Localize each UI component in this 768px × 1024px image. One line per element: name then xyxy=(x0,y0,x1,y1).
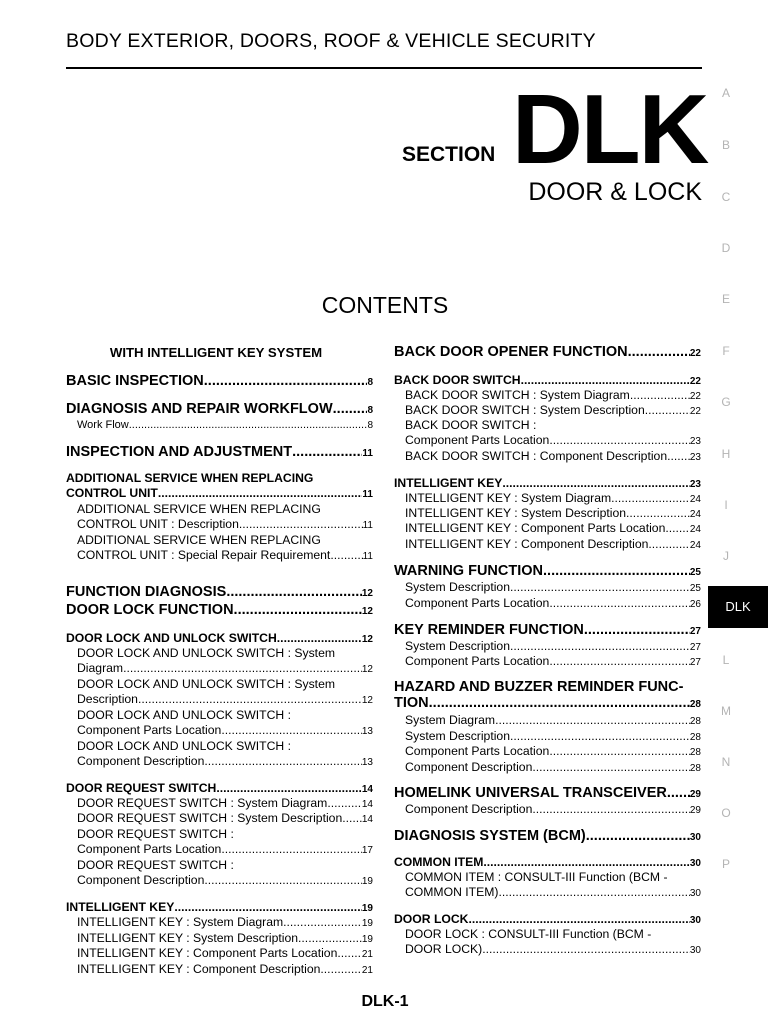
toc-page-number: 24 xyxy=(689,540,701,551)
toc-entry-label: INTELLIGENT KEY : System Description xyxy=(77,931,299,945)
section-tab: O xyxy=(721,806,731,820)
toc-page-number: 24 xyxy=(689,509,701,520)
section-tab: D xyxy=(721,241,731,255)
toc-page-number: 26 xyxy=(689,599,701,610)
section-tab: G xyxy=(721,395,731,409)
toc-page-number: 28 xyxy=(689,763,701,774)
toc-leader-dots xyxy=(532,760,690,775)
toc-entry-label: HAZARD AND BUZZER REMINDER FUNC- xyxy=(394,679,684,695)
toc-entry-label: CONTROL UNIT xyxy=(66,486,158,500)
toc-entry[interactable] xyxy=(405,521,701,537)
toc-page-number: 23 xyxy=(689,479,701,490)
toc-entry-label: COMMON ITEM xyxy=(394,855,484,869)
section-tab: F xyxy=(722,344,730,358)
toc-leader-dots xyxy=(549,596,690,611)
section-tab: N xyxy=(721,755,731,769)
toc-page-number: 14 xyxy=(361,784,373,795)
toc-leader-dots xyxy=(204,754,362,769)
toc-entry-label: DOOR LOCK : CONSULT-III Function (BCM - xyxy=(405,927,652,941)
toc-entry-label: System Diagram xyxy=(405,713,496,727)
toc-entry[interactable] xyxy=(66,584,373,602)
section-tab-active: DLK xyxy=(708,586,768,628)
page-header: BODY EXTERIOR, DOORS, ROOF & VEHICLE SECURITY xyxy=(66,30,596,52)
toc-page-number: 12 xyxy=(361,588,373,599)
toc-page-number: 29 xyxy=(689,805,701,816)
toc-page-number: 23 xyxy=(689,452,701,463)
section-tab: B xyxy=(721,138,730,152)
toc-page-number: 19 xyxy=(361,934,373,945)
toc-entry[interactable] xyxy=(77,811,373,827)
toc-leader-dots xyxy=(667,785,690,801)
section-tab: H xyxy=(721,447,731,461)
toc-entry[interactable] xyxy=(77,858,373,889)
toc-entry[interactable] xyxy=(77,946,373,962)
toc-entry[interactable] xyxy=(394,855,701,871)
toc-entry-label: INTELLIGENT KEY : Component Parts Location xyxy=(405,521,666,535)
contents-heading: CONTENTS xyxy=(321,292,449,318)
toc-entry[interactable] xyxy=(405,491,701,507)
toc-leader-dots xyxy=(174,900,362,915)
toc-entry-label: DIAGNOSIS AND REPAIR WORKFLOW xyxy=(66,401,333,417)
toc-leader-dots xyxy=(495,713,690,728)
toc-entry-label: DOOR REQUEST SWITCH xyxy=(66,781,217,795)
toc-leader-dots xyxy=(645,403,690,418)
toc-entry-label: INTELLIGENT KEY xyxy=(66,900,175,914)
toc-entry[interactable] xyxy=(77,827,373,858)
toc-entry[interactable] xyxy=(405,802,701,818)
toc-entry[interactable] xyxy=(77,677,373,708)
toc-entry[interactable] xyxy=(77,502,373,533)
toc-entry-label: INSPECTION AND ADJUSTMENT xyxy=(66,444,293,460)
toc-entry[interactable] xyxy=(394,476,701,492)
toc-page-number: 11 xyxy=(362,551,373,562)
toc-entry-label: BACK DOOR SWITCH : System Diagram xyxy=(405,388,630,402)
toc-leader-dots xyxy=(320,962,361,977)
toc-entry-label: COMMON ITEM : CONSULT-III Function (BCM - xyxy=(405,870,668,884)
page-number: DLK-1 xyxy=(361,993,409,1010)
toc-entry[interactable] xyxy=(394,828,701,846)
toc-entry-label: BASIC INSPECTION xyxy=(66,373,204,389)
toc-page-number: 27 xyxy=(689,626,701,637)
toc-entry[interactable] xyxy=(77,708,373,739)
toc-entry[interactable] xyxy=(77,796,373,812)
toc-page-number: 22 xyxy=(689,348,701,359)
toc-entry-label: DOOR LOCK xyxy=(394,912,469,926)
toc-entry-label: DOOR LOCK AND UNLOCK SWITCH : xyxy=(77,739,291,753)
toc-page-number: 13 xyxy=(361,726,373,737)
toc-leader-dots xyxy=(298,931,362,946)
toc-page-number: 30 xyxy=(689,888,701,899)
toc-page-number: 11 xyxy=(362,448,373,459)
toc-entry[interactable] xyxy=(405,403,701,419)
toc-page-number: 23 xyxy=(689,436,701,447)
toc-leader-dots xyxy=(158,486,363,501)
toc-entry[interactable] xyxy=(405,760,701,776)
toc-entry-label: DIAGNOSIS SYSTEM (BCM) xyxy=(394,828,586,844)
toc-page-number: 19 xyxy=(361,918,373,929)
toc-leader-dots xyxy=(510,729,690,744)
toc-entry[interactable] xyxy=(66,781,373,797)
toc-page-number: 30 xyxy=(689,945,701,956)
toc-entry[interactable] xyxy=(66,373,373,391)
toc-entry[interactable] xyxy=(66,602,373,620)
toc-entry[interactable] xyxy=(405,580,701,596)
section-tab: C xyxy=(721,190,731,204)
toc-entry[interactable] xyxy=(405,654,701,670)
toc-page-number: 24 xyxy=(689,524,701,535)
toc-leader-dots xyxy=(532,802,690,817)
toc-leader-dots xyxy=(221,723,362,738)
toc-leader-dots xyxy=(628,344,690,360)
toc-entry-label: Component Description xyxy=(405,760,533,774)
toc-entry[interactable] xyxy=(77,739,373,770)
toc-entry[interactable] xyxy=(77,418,373,433)
toc-entry-label: INTELLIGENT KEY : System Diagram xyxy=(77,915,284,929)
toc-entry-label: DOOR LOCK AND UNLOCK SWITCH : xyxy=(77,708,291,722)
toc-entry-label: INTELLIGENT KEY : Component Description xyxy=(405,537,649,551)
toc-entry[interactable] xyxy=(405,418,701,449)
toc-entry-label: System Description xyxy=(405,580,510,594)
toc-leader-dots xyxy=(292,444,362,460)
toc-page-number: 19 xyxy=(361,903,373,914)
toc-entry-label: DOOR LOCK FUNCTION xyxy=(66,602,234,618)
toc-entry[interactable] xyxy=(394,344,701,362)
toc-entry-label: BACK DOOR OPENER FUNCTION xyxy=(394,344,628,360)
toc-leader-dots xyxy=(549,744,690,759)
toc-entry[interactable] xyxy=(66,401,373,419)
toc-page-number: 22 xyxy=(689,391,701,402)
toc-leader-dots xyxy=(429,695,690,711)
toc-entry[interactable] xyxy=(66,631,373,647)
toc-leader-dots xyxy=(482,942,690,957)
toc-leader-dots xyxy=(204,873,362,888)
toc-page-number: 28 xyxy=(689,747,701,758)
toc-entry[interactable] xyxy=(66,900,373,916)
toc-leader-dots xyxy=(498,885,689,900)
toc-leader-dots xyxy=(342,811,362,826)
toc-leader-dots xyxy=(129,418,368,433)
toc-page-number: 11 xyxy=(362,520,373,531)
toc-page-number: 27 xyxy=(689,657,701,668)
toc-page-number: 11 xyxy=(362,489,373,500)
toc-entry[interactable] xyxy=(405,506,701,522)
toc-entry[interactable] xyxy=(394,563,701,581)
toc-page-number: 30 xyxy=(689,858,701,869)
toc-page-number: 28 xyxy=(689,732,701,743)
toc-page-number: 28 xyxy=(689,716,701,727)
toc-entry-label: DOOR LOCK) xyxy=(405,942,483,956)
section-word: SECTION xyxy=(402,143,496,166)
toc-leader-dots xyxy=(584,622,690,638)
toc-leader-dots xyxy=(549,433,690,448)
toc-leader-dots xyxy=(630,388,690,403)
toc-leader-dots xyxy=(665,521,690,536)
toc-page-number: 21 xyxy=(361,965,373,976)
toc-leader-dots xyxy=(204,373,368,389)
toc-leader-dots xyxy=(626,506,690,521)
toc-page-number: 8 xyxy=(367,405,373,416)
toc-entry-label: DOOR LOCK AND UNLOCK SWITCH xyxy=(66,631,277,645)
toc-entry[interactable] xyxy=(66,471,373,502)
toc-page-number: 14 xyxy=(361,814,373,825)
toc-entry-label: Component Parts Location xyxy=(405,654,550,668)
toc-leader-dots xyxy=(586,828,690,844)
toc-leader-dots xyxy=(216,781,362,796)
toc-page-number: 25 xyxy=(689,567,701,578)
toc-leader-dots xyxy=(333,401,368,417)
toc-entry-label: Component Parts Location xyxy=(405,744,550,758)
toc-entry-label: CONTROL UNIT : Special Repair Requirement xyxy=(77,548,331,562)
toc-page-number: 8 xyxy=(367,420,373,431)
toc-entry[interactable] xyxy=(405,596,701,612)
toc-leader-dots xyxy=(667,449,690,464)
toc-entry[interactable] xyxy=(77,962,373,978)
toc-entry-label: INTELLIGENT KEY : System Diagram xyxy=(405,491,612,505)
toc-page-number: 19 xyxy=(361,876,373,887)
toc-entry-label: INTELLIGENT KEY xyxy=(394,476,503,490)
toc-entry-label: WARNING FUNCTION xyxy=(394,563,544,579)
toc-entry-label: ADDITIONAL SERVICE WHEN REPLACING xyxy=(77,502,321,516)
toc-leader-dots xyxy=(549,654,690,669)
toc-leader-dots xyxy=(468,912,689,927)
toc-leader-dots xyxy=(330,548,362,563)
toc-entry[interactable] xyxy=(394,622,701,640)
toc-entry-label: Component Parts Location xyxy=(77,842,222,856)
toc-entry-label: ADDITIONAL SERVICE WHEN REPLACING xyxy=(77,533,321,547)
toc-entry-label: System Description xyxy=(405,639,510,653)
toc-page-number: 8 xyxy=(367,377,373,388)
toc-leader-dots xyxy=(337,946,362,961)
toc-leader-dots xyxy=(327,796,362,811)
toc-page-number: 13 xyxy=(361,757,373,768)
toc-leader-dots xyxy=(483,855,690,870)
toc-entry-label: BACK DOOR SWITCH : xyxy=(405,418,537,432)
toc-leader-dots xyxy=(510,639,690,654)
toc-entry[interactable] xyxy=(394,373,701,389)
toc-page-number: 22 xyxy=(689,406,701,417)
toc-entry-label: DOOR REQUEST SWITCH : xyxy=(77,827,234,841)
toc-entry-label: Component Parts Location xyxy=(405,596,550,610)
toc-page-number: 14 xyxy=(361,799,373,810)
toc-entry[interactable] xyxy=(405,537,701,553)
toc-entry-label: INTELLIGENT KEY : System Description xyxy=(405,506,627,520)
toc-entry-label: TION xyxy=(394,695,429,711)
toc-entry[interactable] xyxy=(405,388,701,404)
toc-entry-label: INTELLIGENT KEY : Component Description xyxy=(77,962,321,976)
toc-page-number: 30 xyxy=(689,832,701,843)
section-tab: M xyxy=(721,704,731,718)
toc-entry[interactable] xyxy=(394,785,701,803)
header-rule xyxy=(66,67,702,69)
section-tab: P xyxy=(721,857,730,871)
toc-entry-label: CONTROL UNIT : Description xyxy=(77,517,239,531)
toc-entry-label: System Description xyxy=(405,729,510,743)
toc-leader-dots xyxy=(221,842,362,857)
section-tab: I xyxy=(724,498,728,512)
toc-page-number: 12 xyxy=(361,634,373,645)
toc-leader-dots xyxy=(234,602,362,618)
toc-page-number: 27 xyxy=(689,642,701,653)
toc-entry-label: DOOR REQUEST SWITCH : System Description xyxy=(77,811,343,825)
toc-entry-label: DOOR LOCK AND UNLOCK SWITCH : System xyxy=(77,646,336,660)
toc-entry-label: Component Description xyxy=(405,802,533,816)
toc-entry-label: Component Description xyxy=(77,873,205,887)
toc-entry-label: Component Parts Location xyxy=(405,433,550,447)
toc-entry[interactable] xyxy=(405,729,701,745)
toc-entry-label: DOOR LOCK AND UNLOCK SWITCH : System xyxy=(77,677,336,691)
toc-entry[interactable] xyxy=(394,912,701,928)
toc-entry-label: KEY REMINDER FUNCTION xyxy=(394,622,584,638)
toc-page-number: 24 xyxy=(689,494,701,505)
toc-entry[interactable] xyxy=(405,449,701,465)
section-title: DOOR & LOCK xyxy=(528,178,702,206)
toc-entry[interactable] xyxy=(394,679,701,713)
toc-entry-label: Work Flow xyxy=(77,419,129,431)
toc-page-number: 12 xyxy=(361,664,373,675)
toc-leader-dots xyxy=(239,517,363,532)
toc-entry-label: INTELLIGENT KEY : Component Parts Location xyxy=(77,946,338,960)
section-tab: J xyxy=(723,549,729,563)
toc-page-number: 28 xyxy=(689,699,701,710)
toc-entry-label: DOOR REQUEST SWITCH : System Diagram xyxy=(77,796,328,810)
toc-entry-label: BACK DOOR SWITCH xyxy=(394,373,521,387)
toc-entry-label: Description xyxy=(77,692,138,706)
toc-page-number: 25 xyxy=(689,583,701,594)
toc-entry[interactable] xyxy=(77,915,373,931)
toc-leader-dots xyxy=(502,476,690,491)
toc-leader-dots xyxy=(611,491,690,506)
toc-entry[interactable] xyxy=(405,744,701,760)
system-heading: WITH INTELLIGENT KEY SYSTEM xyxy=(109,345,323,360)
section-tab: A xyxy=(721,86,730,100)
toc-leader-dots xyxy=(123,661,362,676)
toc-entry-label: BACK DOOR SWITCH : Component Description xyxy=(405,449,668,463)
toc-entry-label: Diagram xyxy=(77,661,124,675)
toc-entry[interactable] xyxy=(77,533,373,564)
toc-entry[interactable] xyxy=(77,931,373,947)
toc-leader-dots xyxy=(521,373,690,388)
toc-entry[interactable] xyxy=(405,927,701,958)
toc-leader-dots xyxy=(543,563,690,579)
toc-page-number: 30 xyxy=(689,915,701,926)
section-tab: E xyxy=(721,292,730,306)
toc-entry-label: BACK DOOR SWITCH : System Description xyxy=(405,403,645,417)
toc-entry-label: Component Description xyxy=(77,754,205,768)
toc-entry-label: DOOR REQUEST SWITCH : xyxy=(77,858,234,872)
toc-page-number: 12 xyxy=(361,606,373,617)
toc-page-number: 21 xyxy=(361,949,373,960)
toc-entry[interactable] xyxy=(405,713,701,729)
toc-page-number: 29 xyxy=(689,789,701,800)
section-code: DLK xyxy=(512,74,708,184)
toc-leader-dots xyxy=(510,580,690,595)
toc-leader-dots xyxy=(226,584,362,600)
toc-leader-dots xyxy=(138,692,362,707)
toc-entry-label: ADDITIONAL SERVICE WHEN REPLACING xyxy=(66,471,314,485)
toc-entry[interactable] xyxy=(405,870,701,901)
toc-entry-label: COMMON ITEM) xyxy=(405,885,499,899)
toc-leader-dots xyxy=(283,915,362,930)
toc-entry[interactable] xyxy=(77,646,373,677)
toc-entry[interactable] xyxy=(66,444,373,462)
toc-leader-dots xyxy=(648,537,689,552)
toc-entry-label: HOMELINK UNIVERSAL TRANSCEIVER xyxy=(394,785,667,801)
toc-entry-label: Component Parts Location xyxy=(77,723,222,737)
toc-page-number: 17 xyxy=(361,845,373,856)
toc-page-number: 12 xyxy=(361,695,373,706)
section-tab: L xyxy=(722,653,730,667)
toc-page-number: 22 xyxy=(689,376,701,387)
toc-entry-label: FUNCTION DIAGNOSIS xyxy=(66,584,227,600)
toc-leader-dots xyxy=(277,631,362,646)
toc-entry[interactable] xyxy=(405,639,701,655)
